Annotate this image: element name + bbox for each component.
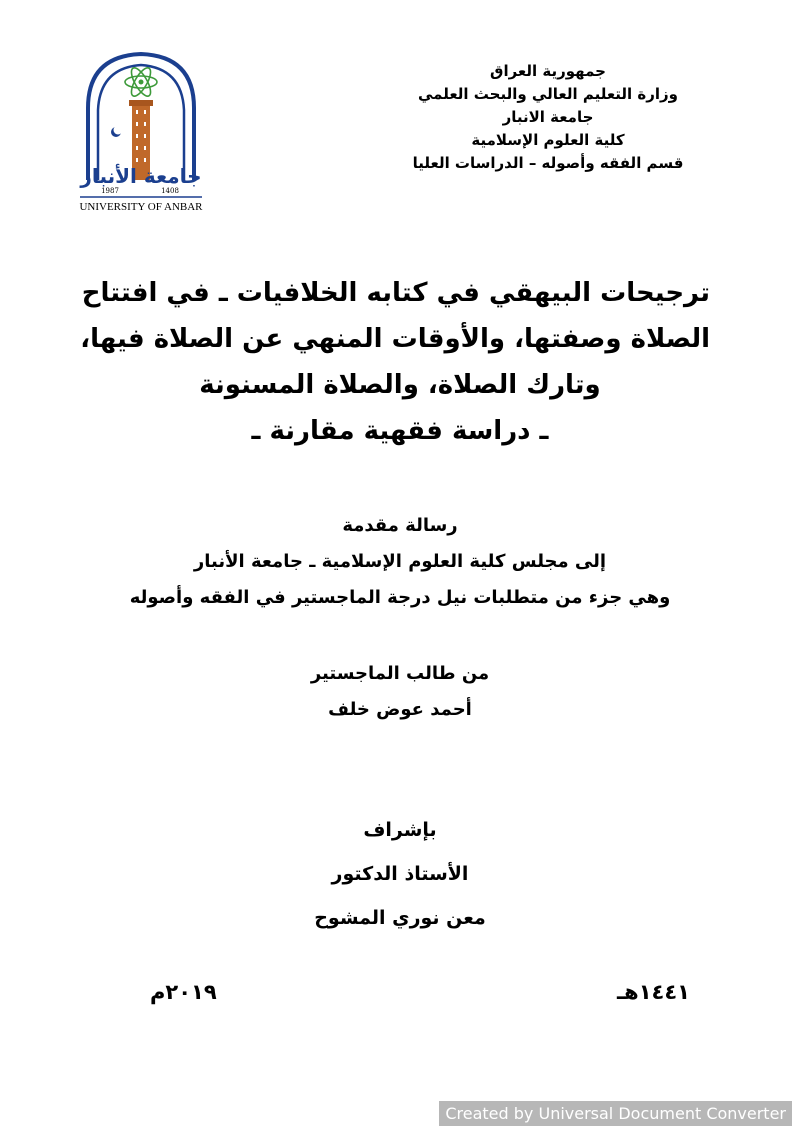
title-line-2: الصلاة وصفتها، والأوقات المنهي عن الصلاة فيها، xyxy=(80,324,710,354)
country-line: جمهورية العراق xyxy=(490,62,606,80)
date-hijri: ١٤٤١هـ xyxy=(616,980,690,1004)
ministry-line: وزارة التعليم العالي والبحث العلمي xyxy=(417,85,679,103)
university-logo xyxy=(70,48,212,216)
college-line: كلية العلوم الإسلامية xyxy=(471,131,625,149)
department-line: قسم الفقه وأصوله – الدراسات العليا xyxy=(412,154,684,172)
converter-watermark: Created by Universal Document Converter xyxy=(439,1101,792,1126)
logo-year-right: 1408 xyxy=(161,187,179,195)
submission-statement xyxy=(100,508,700,616)
title-line-3: وتارك الصلاة، والصلاة المسنونة xyxy=(199,370,601,400)
supervisor-label: بإشراف xyxy=(363,819,437,841)
logo-english-name: UNIVERSITY OF ANBAR xyxy=(79,201,203,213)
submission-line-2: إلى مجلس كلية العلوم الإسلامية ـ جامعة الأنبار xyxy=(193,551,607,572)
title-line-1: ترجيحات البيهقي في كتابه الخلافيات ـ في افتتاح xyxy=(81,278,710,308)
student-name: أحمد عوض خلف xyxy=(328,699,472,720)
logo-arabic-name: جامعة الأنبار xyxy=(80,164,202,188)
university-line: جامعة الانبار xyxy=(502,108,594,126)
supervisor-name: معن نوري المشوح xyxy=(314,907,486,929)
supervisor-rank: الأستاذ الدكتور xyxy=(331,863,469,885)
student-label: من طالب الماجستير xyxy=(310,663,490,684)
atom-icon xyxy=(125,65,157,99)
submission-line-3: وهي جزء من متطلبات نيل درجة الماجستير في الفقه وأصوله xyxy=(129,587,671,608)
submission-line-1: رسالة مقدمة xyxy=(342,515,458,536)
crescent-icon xyxy=(111,126,123,138)
title-line-4: ـ دراسة فقهية مقارنة ـ xyxy=(251,416,549,446)
date-gregorian: ٢٠١٩م xyxy=(150,980,217,1004)
student-block xyxy=(200,656,600,728)
institution-header xyxy=(398,60,698,175)
supervisor-block xyxy=(200,808,600,940)
logo-year-left: 1987 xyxy=(101,187,119,195)
thesis-title xyxy=(80,270,710,454)
